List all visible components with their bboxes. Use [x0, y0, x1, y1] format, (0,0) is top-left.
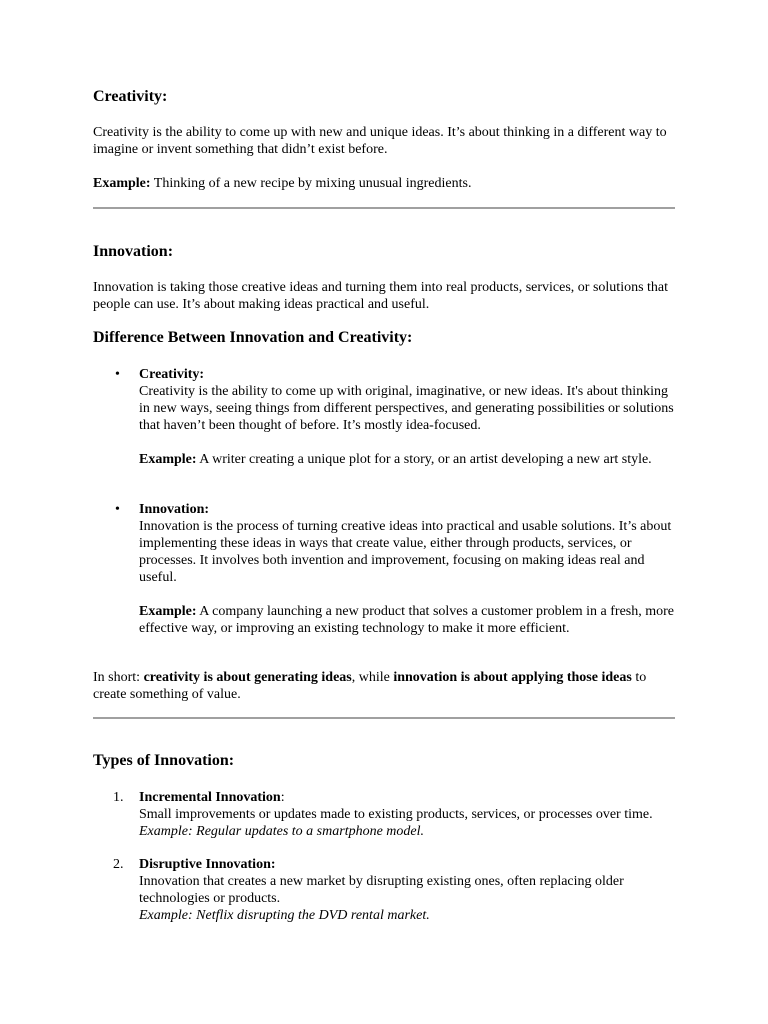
- creativity-paragraph: Creativity is the ability to come up with new and unique ideas. It’s about thinking in a different way to imagine or invent something that didn’t exist before.: [93, 125, 667, 157]
- list-item-title: [139, 789, 675, 806]
- example-text: A company launching a new product that solves a customer problem in a fresh, more effective way, or improving an existing technology to make it more efficient.: [139, 604, 674, 636]
- difference-heading: Difference Between Innovation and Creativity:: [93, 329, 413, 346]
- bullet-glyph: •: [115, 502, 120, 517]
- list-item-title-suffix: :: [280, 790, 285, 805]
- list-item-title-text: Disruptive Innovation:: [139, 857, 276, 872]
- list-number: 1.: [113, 790, 124, 805]
- innovation-heading: Innovation:: [93, 243, 174, 260]
- summary-suffix: to create something of value.: [93, 670, 647, 702]
- list-item-body: Innovation that creates a new market by disrupting existing ones, often replacing older technologies or products.: [139, 874, 624, 906]
- creativity-heading: Creativity:: [93, 88, 168, 105]
- horizontal-rule: [93, 717, 675, 719]
- list-item-body: Creativity is the ability to come up with original, imaginative, or new ideas. It's about thinking in new ways, seeing things from different perspectives, and generating possibilities or solutions that haven’t been thought of before. It’s mostly idea-focused.: [139, 384, 674, 433]
- example-label: Example:: [139, 452, 197, 467]
- list-item-creativity: [139, 366, 675, 468]
- example-text: A writer creating a unique plot for a story, or an artist developing a new art style.: [196, 452, 652, 467]
- types-heading: Types of Innovation:: [93, 752, 235, 769]
- summary-prefix: In short:: [93, 670, 144, 685]
- list-item-title: Innovation:: [139, 502, 210, 517]
- list-item-disruptive: [139, 856, 675, 924]
- horizontal-rule: [93, 207, 675, 209]
- list-item-example: Example: Regular updates to a smartphone model.: [139, 824, 425, 839]
- list-item-example: [139, 603, 675, 637]
- innovation-paragraph: Innovation is taking those creative ideas and turning them into real products, services, or solutions that people can use. It’s about making ideas practical and useful.: [93, 280, 669, 312]
- summary-bold-creativity: creativity is about generating ideas: [143, 670, 352, 685]
- example-text: Thinking of a new recipe by mixing unusual ingredients.: [150, 176, 472, 191]
- list-item-body: Small improvements or updates made to existing products, services, or processes over time.: [139, 807, 653, 822]
- list-item-title: Creativity:: [139, 367, 205, 382]
- creativity-example: [93, 175, 675, 192]
- list-item-title-text: Incremental Innovation: [139, 790, 281, 805]
- summary-mid: , while: [351, 670, 394, 685]
- list-item-example: [139, 451, 675, 468]
- list-item-title: [139, 856, 675, 873]
- list-number: 2.: [113, 857, 124, 872]
- list-item-incremental: [139, 789, 675, 840]
- list-item-innovation: [139, 501, 675, 637]
- summary-bold-innovation: innovation is about applying those ideas: [393, 670, 632, 685]
- list-item-example: Example: Netflix disrupting the DVD rental market.: [139, 908, 430, 923]
- list-item-body: Innovation is the process of turning creative ideas into practical and usable solutions. It’s about implementing these ideas in ways that create value, either through products, services, or processes. It involves both invention and improvement, focusing on making ideas real and useful.: [139, 519, 672, 585]
- bullet-glyph: •: [115, 367, 120, 382]
- example-label: Example:: [139, 604, 197, 619]
- summary-paragraph: [93, 669, 675, 703]
- example-label: Example:: [93, 176, 151, 191]
